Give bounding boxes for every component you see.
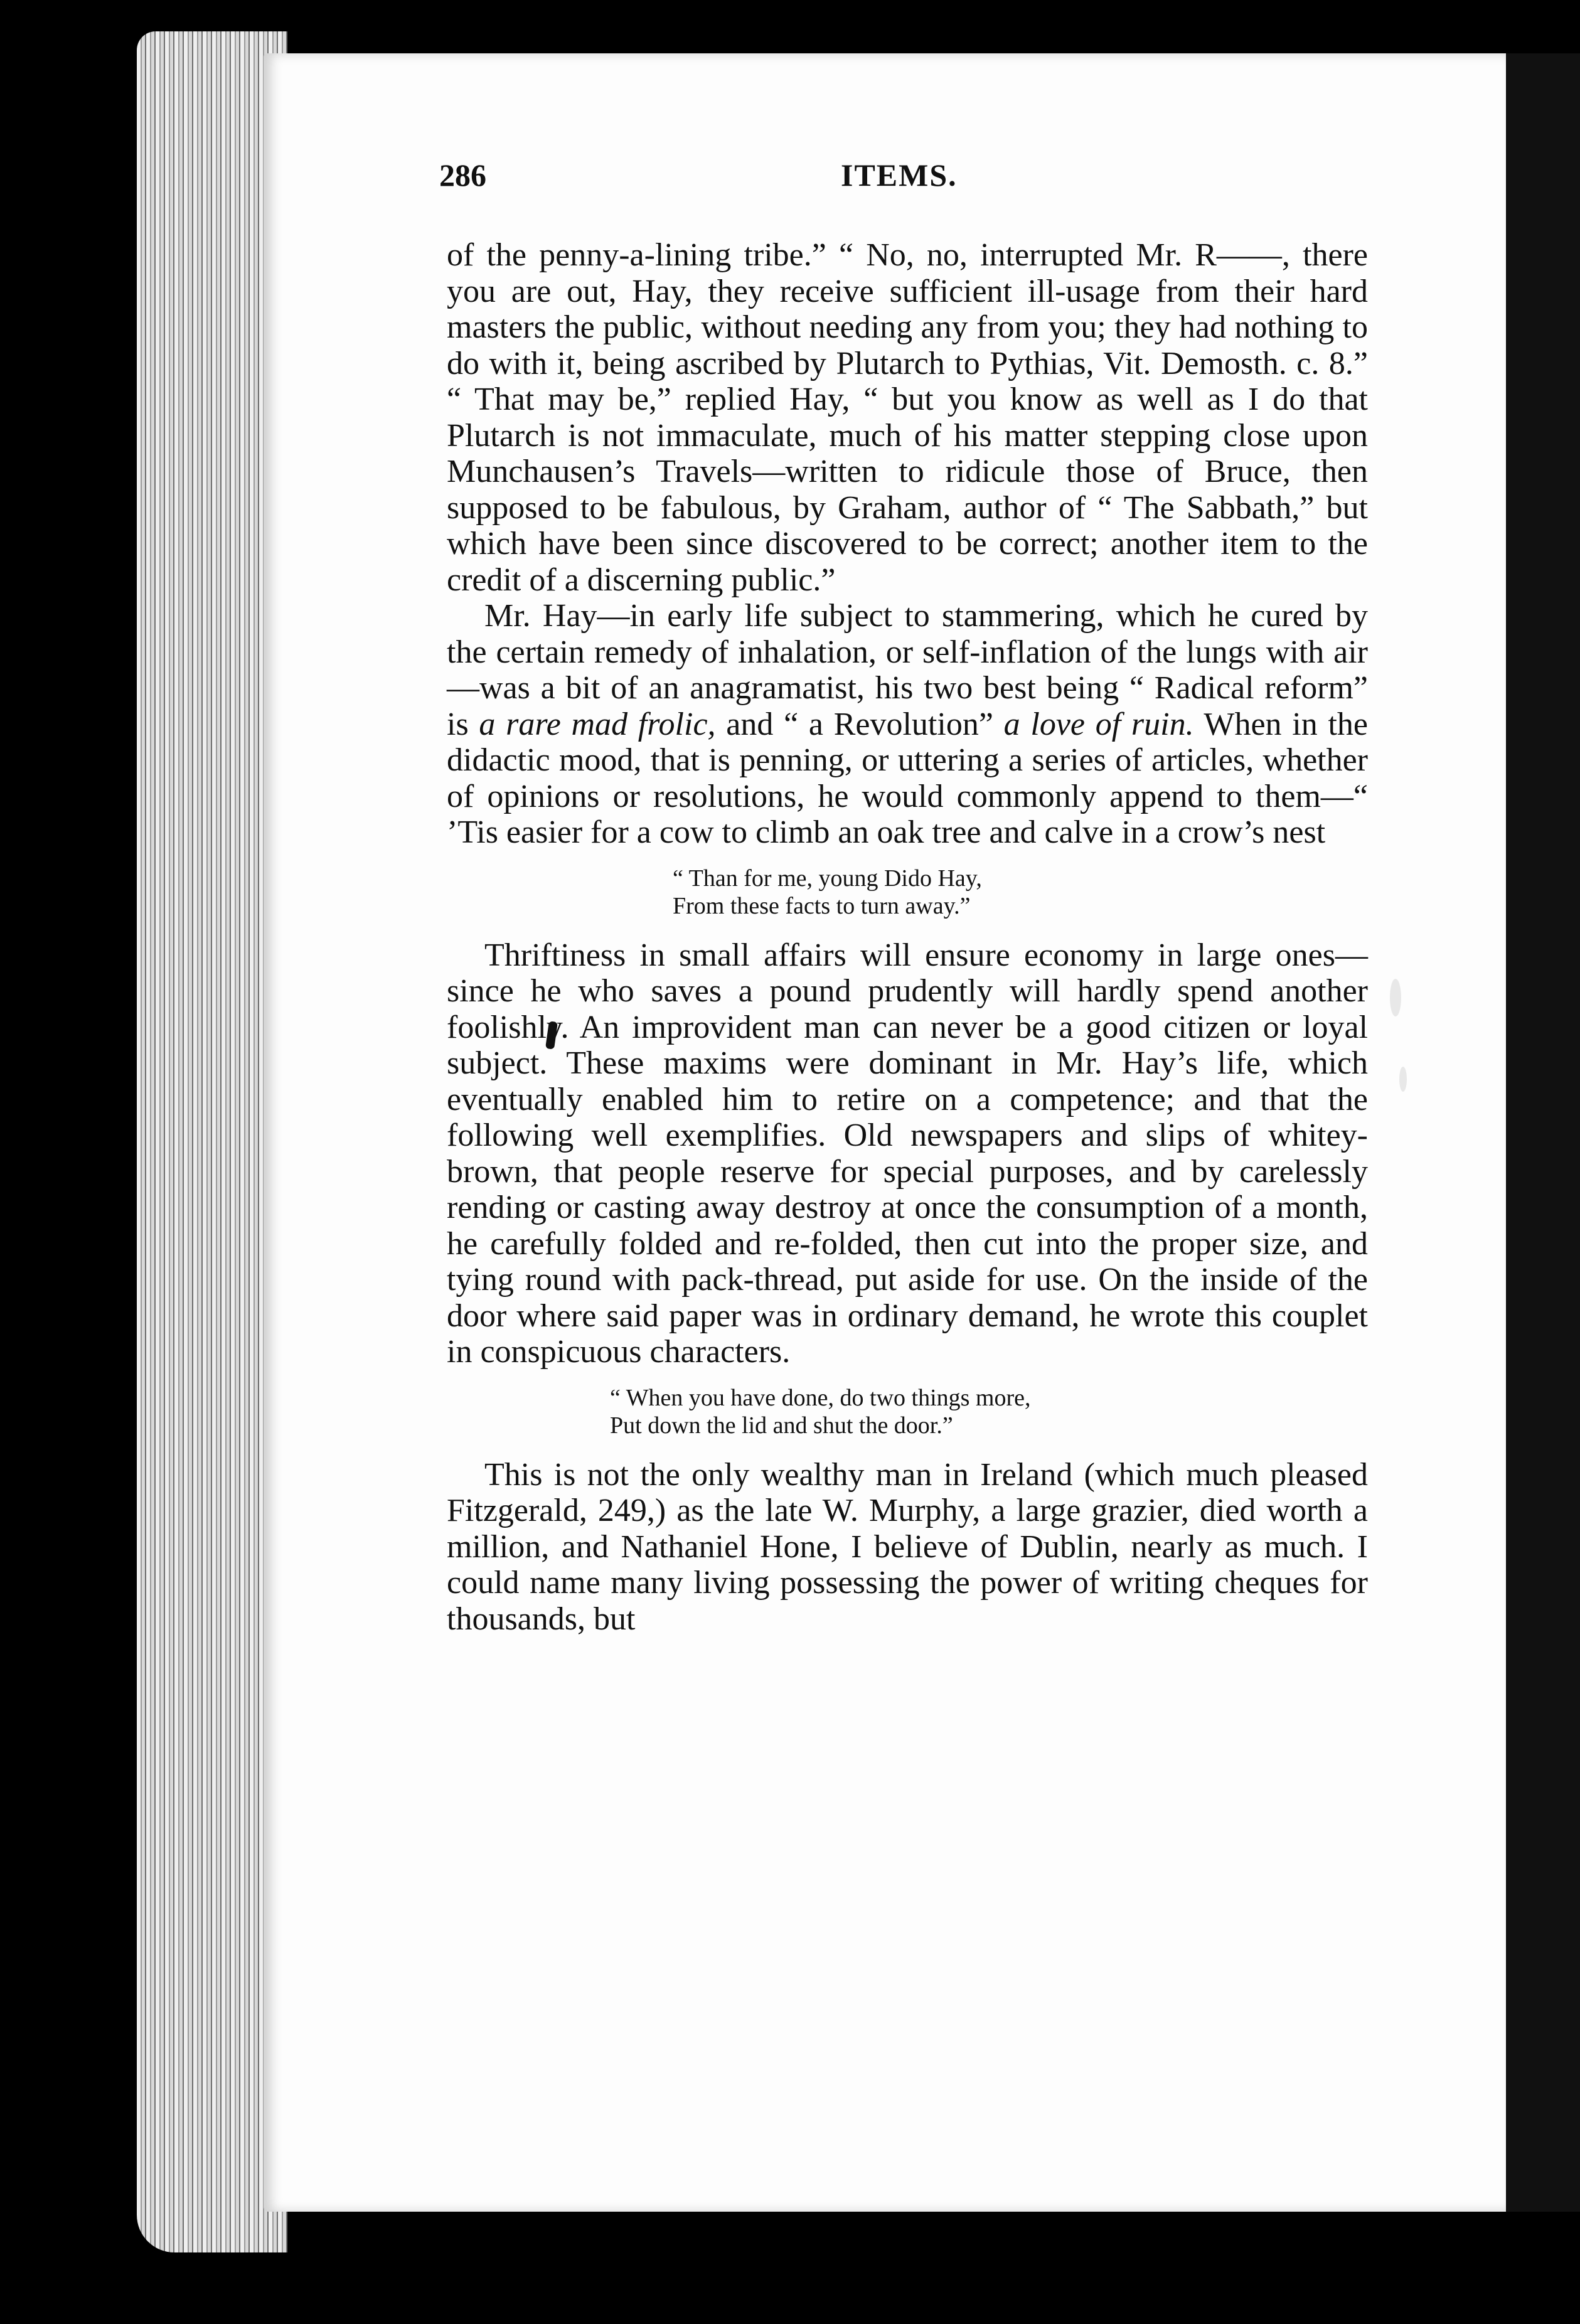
- paragraph: [447, 598, 1368, 851]
- paragraph-text: Mr. Hay—in early life subject to stammering, which he cured by the certain remedy of inhalation, or self-inflation of the lungs with air—was a bit of an anagramatist, his two best being “ Radical reform” is: [447, 598, 1368, 742]
- paragraph: of the penny-a-lining tribe.” “ No, no, interrupted Mr. R——, there you are out, Hay, they receive sufficient ill-usage from their hard masters the public, without needing any from you; they had nothing to do with it, being ascribed by Plutarch to Pythias, Vit. Demosth. c. 8.” “ That may be,” replied Hay, “ but you know as well as I do that Plutarch is not immaculate, much of his matter stepping close upon Munchausen’s Travels—written to ridicule those of Bruce, then supposed to be fabulous, by Graham, author of “ The Sabbath,” but which have been since discovered to be correct; another item to the credit of a discerning public.”: [447, 237, 1368, 598]
- verse-line: “ Than for me, young Dido Hay,: [673, 865, 982, 892]
- paragraph-text: When in the didactic mood, that is penning, or uttering a series of articles, whether of opinions or resolutions, he would commonly append to them—“ ’Tis easier for a cow to climb an oak tree and calve in a crow’s nest: [447, 706, 1368, 850]
- italic-anagram: a rare mad frolic,: [479, 706, 716, 742]
- page-number: 286: [439, 157, 486, 193]
- page-text: [447, 237, 1368, 1637]
- verse-line: From these facts to turn away.”: [673, 892, 971, 919]
- verse-quote: [447, 1384, 1368, 1439]
- paragraph-text: and “ a Revolution”: [715, 706, 1004, 742]
- verse-line: Put down the lid and shut the door.”: [610, 1412, 953, 1439]
- verse-line: “ When you have done, do two things more,: [610, 1384, 1031, 1411]
- paper-speck: [1390, 979, 1401, 1016]
- verse-quote: [447, 865, 1368, 920]
- paper-speck: [1399, 1067, 1407, 1092]
- italic-anagram: a love of ruin.: [1003, 706, 1194, 742]
- running-header: [439, 157, 1380, 207]
- right-gutter-shadow: [1506, 53, 1580, 2212]
- paragraph: Thriftiness in small affairs will ensure economy in large ones—since he who saves a pound prudently will hardly spend another foolishly. An improvident man can never be a good citizen or loyal subject. These maxims were dominant in Mr. Hay’s life, which eventually enabled him to retire on a competence; and that the following well exemplifies. Old newspapers and slips of whitey-brown, that people reserve for special purposes, and by carelessly rending or casting away destroy at once the consumption of a month, he carefully folded and re-folded, then cut into the proper size, and tying round with pack-thread, put aside for use. On the inside of the door where said paper was in ordinary demand, he wrote this couplet in conspicuous characters.: [447, 937, 1368, 1370]
- paragraph: This is not the only wealthy man in Ireland (which much pleased Fitzgerald, 249,) as the late W. Murphy, a large grazier, died worth a million, and Nathaniel Hone, I believe of Dublin, nearly as much. I could name many living possessing the power of writing cheques for thousands, but: [447, 1456, 1368, 1637]
- running-title: ITEMS.: [841, 157, 958, 193]
